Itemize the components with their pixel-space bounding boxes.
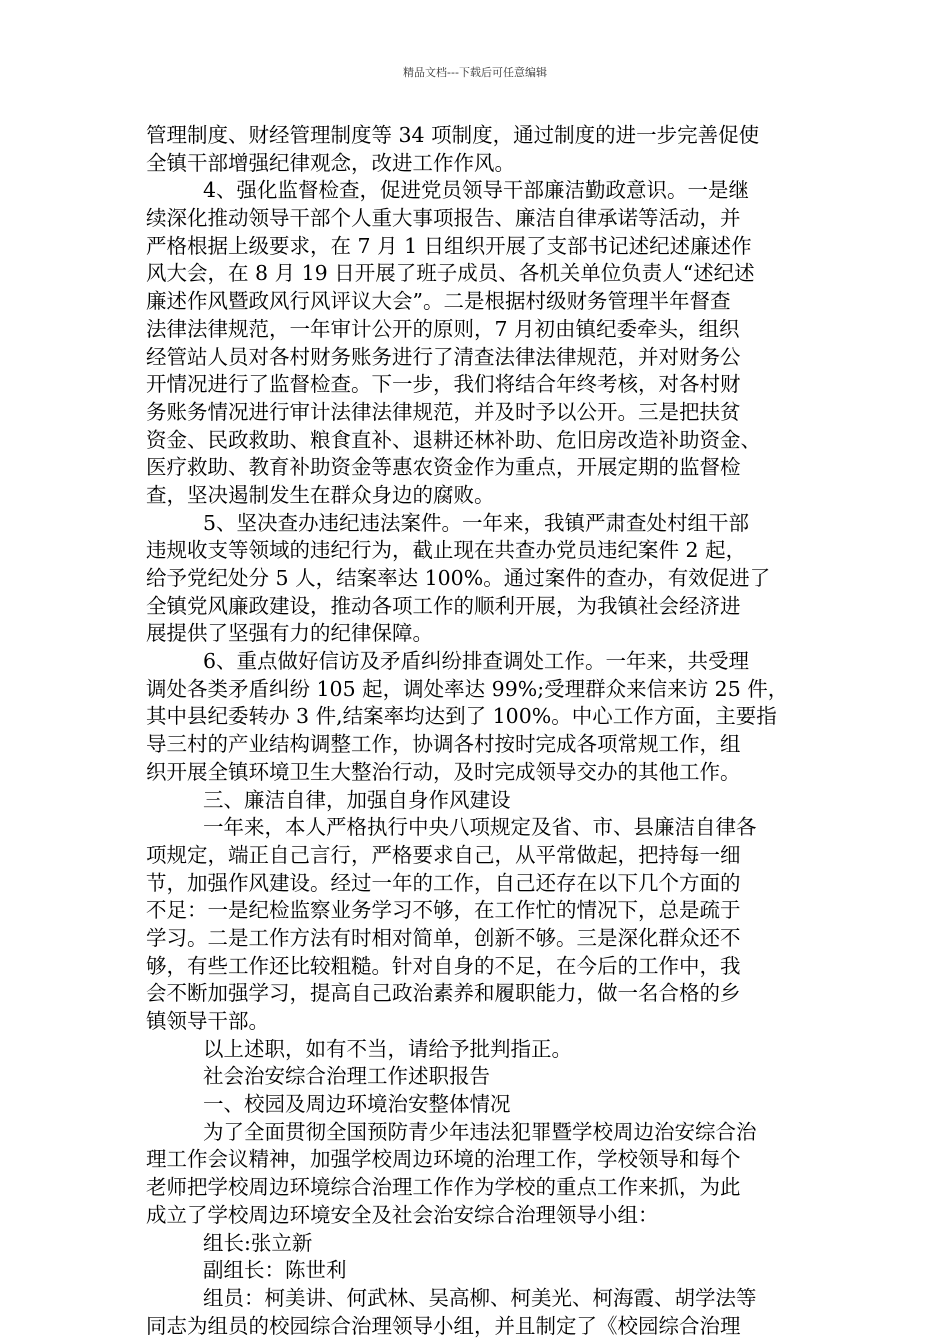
text-line: 全镇党风廉政建设，推动各项工作的顺利开展，为我镇社会经济进 xyxy=(146,593,741,618)
text-line: 学习。二是工作方法有时相对简单，创新不够。三是深化群众还不 xyxy=(146,925,741,950)
text-line: 副组长：陈世利 xyxy=(203,1258,347,1283)
text-line: 开情况进行了监督检查。下一步，我们将结合年终考核，对各村财 xyxy=(146,372,741,397)
text-line: 廉述作风暨政风行风评议大会”。二是根据村级财务管理半年督查 xyxy=(146,289,731,314)
text-line: 项规定，端正自己言行，严格要求自己，从平常做起，把持每一细 xyxy=(146,842,741,867)
text-line: 续深化推动领导干部个人重大事项报告、廉洁自律承诺等活动，并 xyxy=(146,206,741,231)
text-line: 够，有些工作还比较粗糙。针对自身的不足，在今后的工作中，我 xyxy=(146,953,741,978)
text-line: 其中县纪委转办 3 件,结案率均达到了 100%。中心工作方面，主要指 xyxy=(146,704,777,729)
text-line: 一、校园及周边环境治安整体情况 xyxy=(203,1092,511,1117)
text-line: 5、坚决查办违纪违法案件。一年来，我镇严肃查处村组干部 xyxy=(203,510,750,535)
text-line: 节，加强作风建设。经过一年的工作，自己还存在以下几个方面的 xyxy=(146,870,741,895)
text-line: 组员：柯美讲、何武林、吴高柳、柯美光、柯海霞、胡学法等 xyxy=(203,1285,757,1310)
text-line: 社会治安综合治理工作述职报告 xyxy=(203,1064,490,1089)
text-line: 为了全面贯彻全国预防青少年违法犯罪暨学校周边治安综合治 xyxy=(203,1119,757,1144)
text-line: 管理制度、财经管理制度等 34 项制度，通过制度的进一步完善促使 xyxy=(146,123,760,147)
text-line: 老师把学校周边环境综合治理工作作为学校的重点工作来抓，为此 xyxy=(146,1175,741,1200)
text-line: 资金、民政救助、粮食直补、退耕还林补助、危旧房改造补助资金、 xyxy=(146,427,761,452)
text-line: 织开展全镇环境卫生大整治行动，及时完成领导交办的其他工作。 xyxy=(146,759,741,784)
text-line: 不足：一是纪检监察业务学习不够，在工作忙的情况下，总是疏于 xyxy=(146,898,741,923)
text-line: 4、强化监督检查，促进党员领导干部廉洁勤政意识。一是继 xyxy=(203,178,750,203)
text-line: 严格根据上级要求，在 7 月 1 日组织开展了支部书记述纪述廉述作 xyxy=(146,233,752,258)
text-line: 成立了学校周边环境安全及社会治安综合治理领导小组： xyxy=(146,1202,659,1227)
text-line: 给予党纪处分 5 人，结案率达 100%。通过案件的查办，有效促进了 xyxy=(146,566,771,590)
text-line: 展提供了坚强有力的纪律保障。 xyxy=(146,621,433,646)
text-line: 医疗救助、教育补助资金等惠农资金作为重点，开展定期的监督检 xyxy=(146,455,741,480)
text-line: 一年来，本人严格执行中央八项规定及省、市、县廉洁自律各 xyxy=(203,815,757,840)
text-line: 调处各类矛盾纠纷 105 起，调处率达 99%;受理群众来信来访 25 件， xyxy=(146,676,789,701)
text-line: 三、廉洁自律，加强自身作风建设 xyxy=(203,787,511,812)
text-line: 全镇干部增强纪律观念，改进工作作风。 xyxy=(146,150,515,175)
text-line: 务账务情况进行审计法律法律规范，并及时予以公开。三是把扶贫 xyxy=(146,399,741,424)
text-line: 风大会，在 8 月 19 日开展了班子成员、各机关单位负责人“述纪述 xyxy=(146,261,755,286)
text-line: 组长:张立新 xyxy=(203,1230,313,1255)
text-line: 理工作会议精神，加强学校周边环境的治理工作，学校领导和每个 xyxy=(146,1147,741,1172)
page-header: 精品文档---下载后可任意编辑 xyxy=(403,66,547,79)
text-line: 以上述职，如有不当，请给予批判指正。 xyxy=(203,1036,572,1061)
text-line: 违规收支等领域的违纪行为，截止现在共查办党员违纪案件 2 起， xyxy=(146,538,747,563)
text-line: 6、重点做好信访及矛盾纠纷排查调处工作。一年来，共受理 xyxy=(203,649,750,674)
text-line: 查，坚决遏制发生在群众身边的腐败。 xyxy=(146,482,495,507)
document-body xyxy=(146,122,810,1340)
text-line: 会不断加强学习，提高自己政治素养和履职能力，做一名合格的乡 xyxy=(146,981,741,1006)
text-line: 同志为组员的校园综合治理领导小组，并且制定了《校园综合治理 xyxy=(146,1313,741,1338)
text-line: 法律法律规范，一年审计公开的原则，7 月初由镇纪委牵头，组织 xyxy=(146,316,740,341)
text-line: 镇领导干部。 xyxy=(146,1009,269,1033)
text-line: 导三村的产业结构调整工作，协调各村按时完成各项常规工作，组 xyxy=(146,732,741,757)
text-line: 经管站人员对各村财务账务进行了清查法律法律规范，并对财务公 xyxy=(146,344,741,369)
